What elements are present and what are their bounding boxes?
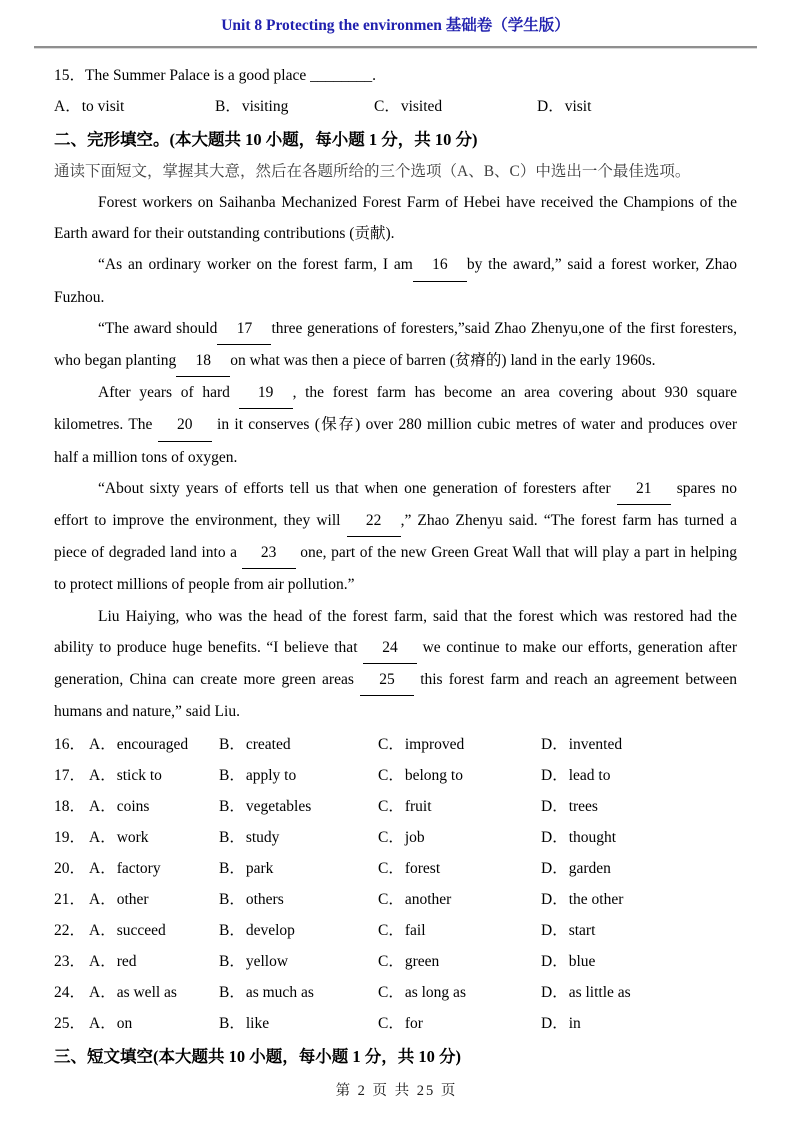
option-text: other [116, 891, 149, 909]
cloze-row-16 [54, 729, 737, 760]
passage-paragraph: “The award should 17 three generations of foresters,”said Zhao Zhenyu,one of the first foresters, who began planting 18 on what was then a piece of barren (贫瘠的) land in the early 1960s. [54, 313, 737, 377]
option-text: invented [568, 736, 623, 754]
cloze-blank-18: 18 [176, 345, 230, 377]
cloze-row-20 [54, 853, 737, 884]
option-text: encouraged [116, 736, 189, 754]
option-text: visit [564, 98, 592, 115]
option-letter: A． [89, 829, 116, 847]
option-letter: A． [54, 98, 81, 115]
page-title: Unit 8 Protecting the environmen 基础卷（学生版） [221, 17, 570, 34]
option-letter: B． [219, 829, 245, 847]
cloze-row-24 [54, 977, 737, 1008]
option-d [541, 1008, 737, 1039]
option-letter: A． [89, 953, 116, 971]
option-text: as much as [245, 984, 314, 1002]
option-text: coins [116, 798, 150, 816]
option-letter: C． [378, 829, 404, 847]
cloze-row-22 [54, 915, 737, 946]
option-letter: C． [378, 953, 404, 971]
option-a [89, 822, 219, 853]
option-text: as little as [568, 984, 631, 1002]
cloze-blank-20: 20 [158, 409, 212, 441]
option-letter: D． [541, 798, 568, 816]
option-letter: A． [89, 860, 116, 878]
option-text: visiting [241, 98, 289, 115]
option-a [89, 915, 219, 946]
option-text: fruit [404, 798, 432, 816]
cloze-blank-22: 22 [347, 505, 401, 537]
option-a [89, 884, 219, 915]
option-text: trees [568, 798, 598, 816]
option-b [219, 946, 378, 977]
option-text: the other [568, 891, 624, 909]
section-2-instruction: 通读下面短文，掌握其大意，然后在各题所给的三个选项（A、B、C）中选出一个最佳选项。 [54, 163, 691, 180]
option-letter: B． [219, 767, 245, 785]
question-number: 25． [54, 1015, 86, 1033]
option-letter: B． [219, 736, 245, 754]
option-text: fail [404, 922, 426, 940]
option-text: as well as [116, 984, 177, 1002]
option-letter: A． [89, 891, 116, 909]
option-letter: B． [219, 891, 245, 909]
option-text: improved [404, 736, 465, 754]
passage-paragraph: After years of hard 19 , the forest farm has become an area covering about 930 square kilometres. The 20 in it conserves (保存) over 280 million cubic metres of water and produces over half a million tons of oxygen. [54, 377, 737, 473]
question-number: 21． [54, 891, 86, 909]
option-letter: B． [219, 922, 245, 940]
option-letter: B． [219, 984, 245, 1002]
option-letter: C． [378, 736, 404, 754]
option-text: on [116, 1015, 133, 1033]
option-text: in [568, 1015, 581, 1033]
option-letter: D． [541, 1015, 568, 1033]
option-text: vegetables [245, 798, 312, 816]
option-text: lead to [568, 767, 611, 785]
cloze-options-table [54, 729, 737, 1039]
option-a [89, 946, 219, 977]
option-c [378, 760, 541, 791]
option-text: stick to [116, 767, 162, 785]
option-letter: A． [89, 1015, 116, 1033]
option-letter: C． [378, 1015, 404, 1033]
option-c [378, 977, 541, 1008]
cloze-row-18 [54, 791, 737, 822]
section-3-heading: 三、短文填空(本大题共 10 小题，每小题 1 分，共 10 分) [54, 1047, 461, 1067]
option-b [219, 1008, 378, 1039]
cloze-row-23 [54, 946, 737, 977]
option-letter: D． [541, 891, 568, 909]
option-letter: B． [219, 798, 245, 816]
option-text: green [404, 953, 440, 971]
option-text: work [116, 829, 149, 847]
option-text: like [245, 1015, 270, 1033]
option-a [89, 760, 219, 791]
option-text: factory [116, 860, 161, 878]
option-text: red [116, 953, 137, 971]
option-text: succeed [116, 922, 166, 940]
question-number: 20． [54, 860, 86, 878]
option-letter: B． [219, 860, 245, 878]
option-text: garden [568, 860, 611, 878]
option-c [378, 822, 541, 853]
option-c [378, 791, 541, 822]
option-letter: C． [374, 98, 400, 115]
option-text: thought [568, 829, 617, 847]
page-footer: 第 2 页 共 25 页 [335, 1083, 458, 1099]
cloze-row-19 [54, 822, 737, 853]
option-text: as long as [404, 984, 466, 1002]
option-letter: C． [378, 984, 404, 1002]
option-letter: C． [378, 767, 404, 785]
option-letter: D． [541, 736, 568, 754]
cloze-row-17 [54, 760, 737, 791]
cloze-blank-25: 25 [360, 664, 414, 696]
option-b [219, 915, 378, 946]
option-letter: A． [89, 922, 116, 940]
passage-paragraph: Liu Haiying, who was the head of the forest farm, said that the forest which was restored had the ability to produce huge benefits. “I believe that 24 we continue to make our efforts, generation after generation, China can create more green areas 25 this forest farm and reach an agreement between humans and nature,” said Liu. [54, 607, 737, 721]
option-letter: D． [541, 767, 568, 785]
option-c [374, 91, 537, 122]
option-text: others [245, 891, 284, 909]
option-a [89, 977, 219, 1008]
option-b [215, 91, 374, 122]
option-d [541, 946, 737, 977]
option-d [537, 91, 737, 122]
option-b [219, 822, 378, 853]
option-text: yellow [245, 953, 289, 971]
question-15-stem: 15．The Summer Palace is a good place ________. [54, 67, 376, 84]
question-number: 17． [54, 767, 86, 785]
question-number: 16． [54, 736, 86, 754]
option-text: develop [245, 922, 295, 940]
option-text: belong to [404, 767, 463, 785]
option-letter: B． [219, 953, 245, 971]
option-letter: C． [378, 860, 404, 878]
option-b [219, 977, 378, 1008]
option-text: for [404, 1015, 423, 1033]
option-text: visited [400, 98, 443, 115]
cloze-blank-23: 23 [242, 537, 296, 569]
option-text: park [245, 860, 274, 878]
option-b [219, 791, 378, 822]
option-text: study [245, 829, 280, 847]
option-text: start [568, 922, 596, 940]
cloze-row-25 [54, 1008, 737, 1039]
cloze-blank-16: 16 [413, 249, 467, 281]
question-number: 22． [54, 922, 86, 940]
option-c [378, 946, 541, 977]
option-c [378, 915, 541, 946]
option-letter: A． [89, 984, 116, 1002]
option-text: blue [568, 953, 596, 971]
option-c [378, 729, 541, 760]
cloze-passage [54, 187, 737, 727]
cloze-blank-21: 21 [617, 473, 671, 505]
option-letter: D． [541, 984, 568, 1002]
option-letter: A． [89, 736, 116, 754]
option-d [541, 915, 737, 946]
option-text: forest [404, 860, 441, 878]
option-text: created [245, 736, 291, 754]
question-15-options [54, 91, 737, 122]
question-number: 24． [54, 984, 86, 1002]
option-d [541, 729, 737, 760]
option-a [89, 853, 219, 884]
option-a [89, 791, 219, 822]
option-b [219, 884, 378, 915]
option-letter: C． [378, 922, 404, 940]
option-text: another [404, 891, 452, 909]
option-a [89, 1008, 219, 1039]
option-d [541, 760, 737, 791]
option-a [89, 729, 219, 760]
option-text: job [404, 829, 425, 847]
question-number: 18． [54, 798, 86, 816]
option-letter: C． [378, 798, 404, 816]
header-divider [34, 46, 757, 49]
option-d [541, 977, 737, 1008]
section-2-heading: 二、完形填空。(本大题共 10 小题，每小题 1 分，共 10 分) [54, 130, 478, 149]
option-letter: D． [541, 953, 568, 971]
cloze-blank-17: 17 [217, 313, 271, 345]
option-letter: D． [537, 98, 564, 115]
option-b [219, 853, 378, 884]
option-letter: D． [541, 829, 568, 847]
option-b [219, 729, 378, 760]
option-letter: D． [541, 922, 568, 940]
cloze-blank-24: 24 [363, 632, 417, 664]
option-text: apply to [245, 767, 297, 785]
option-letter: B． [219, 1015, 245, 1033]
cloze-blank-19: 19 [239, 377, 293, 409]
option-d [541, 822, 737, 853]
option-text: to visit [81, 98, 125, 115]
passage-paragraph: “As an ordinary worker on the forest farm, I am 16 by the award,” said a forest worker, Zhao Fuzhou. [54, 249, 737, 312]
option-c [378, 884, 541, 915]
option-letter: C． [378, 891, 404, 909]
question-number: 19． [54, 829, 86, 847]
option-c [378, 853, 541, 884]
option-letter: D． [541, 860, 568, 878]
passage-paragraph: Forest workers on Saihanba Mechanized Forest Farm of Hebei have received the Champions of the Earth award for their outstanding contributions (贡献). [54, 194, 737, 243]
option-c [378, 1008, 541, 1039]
option-d [541, 884, 737, 915]
option-d [541, 853, 737, 884]
option-letter: A． [89, 767, 116, 785]
option-letter: B． [215, 98, 241, 115]
passage-paragraph: “About sixty years of efforts tell us that when one generation of foresters after 21 spares no effort to improve the environment, they will 22 ,” Zhao Zhenyu said. “The forest farm has turned a piece of degraded land into a 23 one, part of the new Green Great Wall that will play a part in helping to protect millions of people from air pollution.” [54, 473, 737, 601]
question-number: 23． [54, 953, 86, 971]
option-letter: A． [89, 798, 116, 816]
cloze-row-21 [54, 884, 737, 915]
option-d [541, 791, 737, 822]
option-b [219, 760, 378, 791]
option-a [54, 91, 215, 122]
